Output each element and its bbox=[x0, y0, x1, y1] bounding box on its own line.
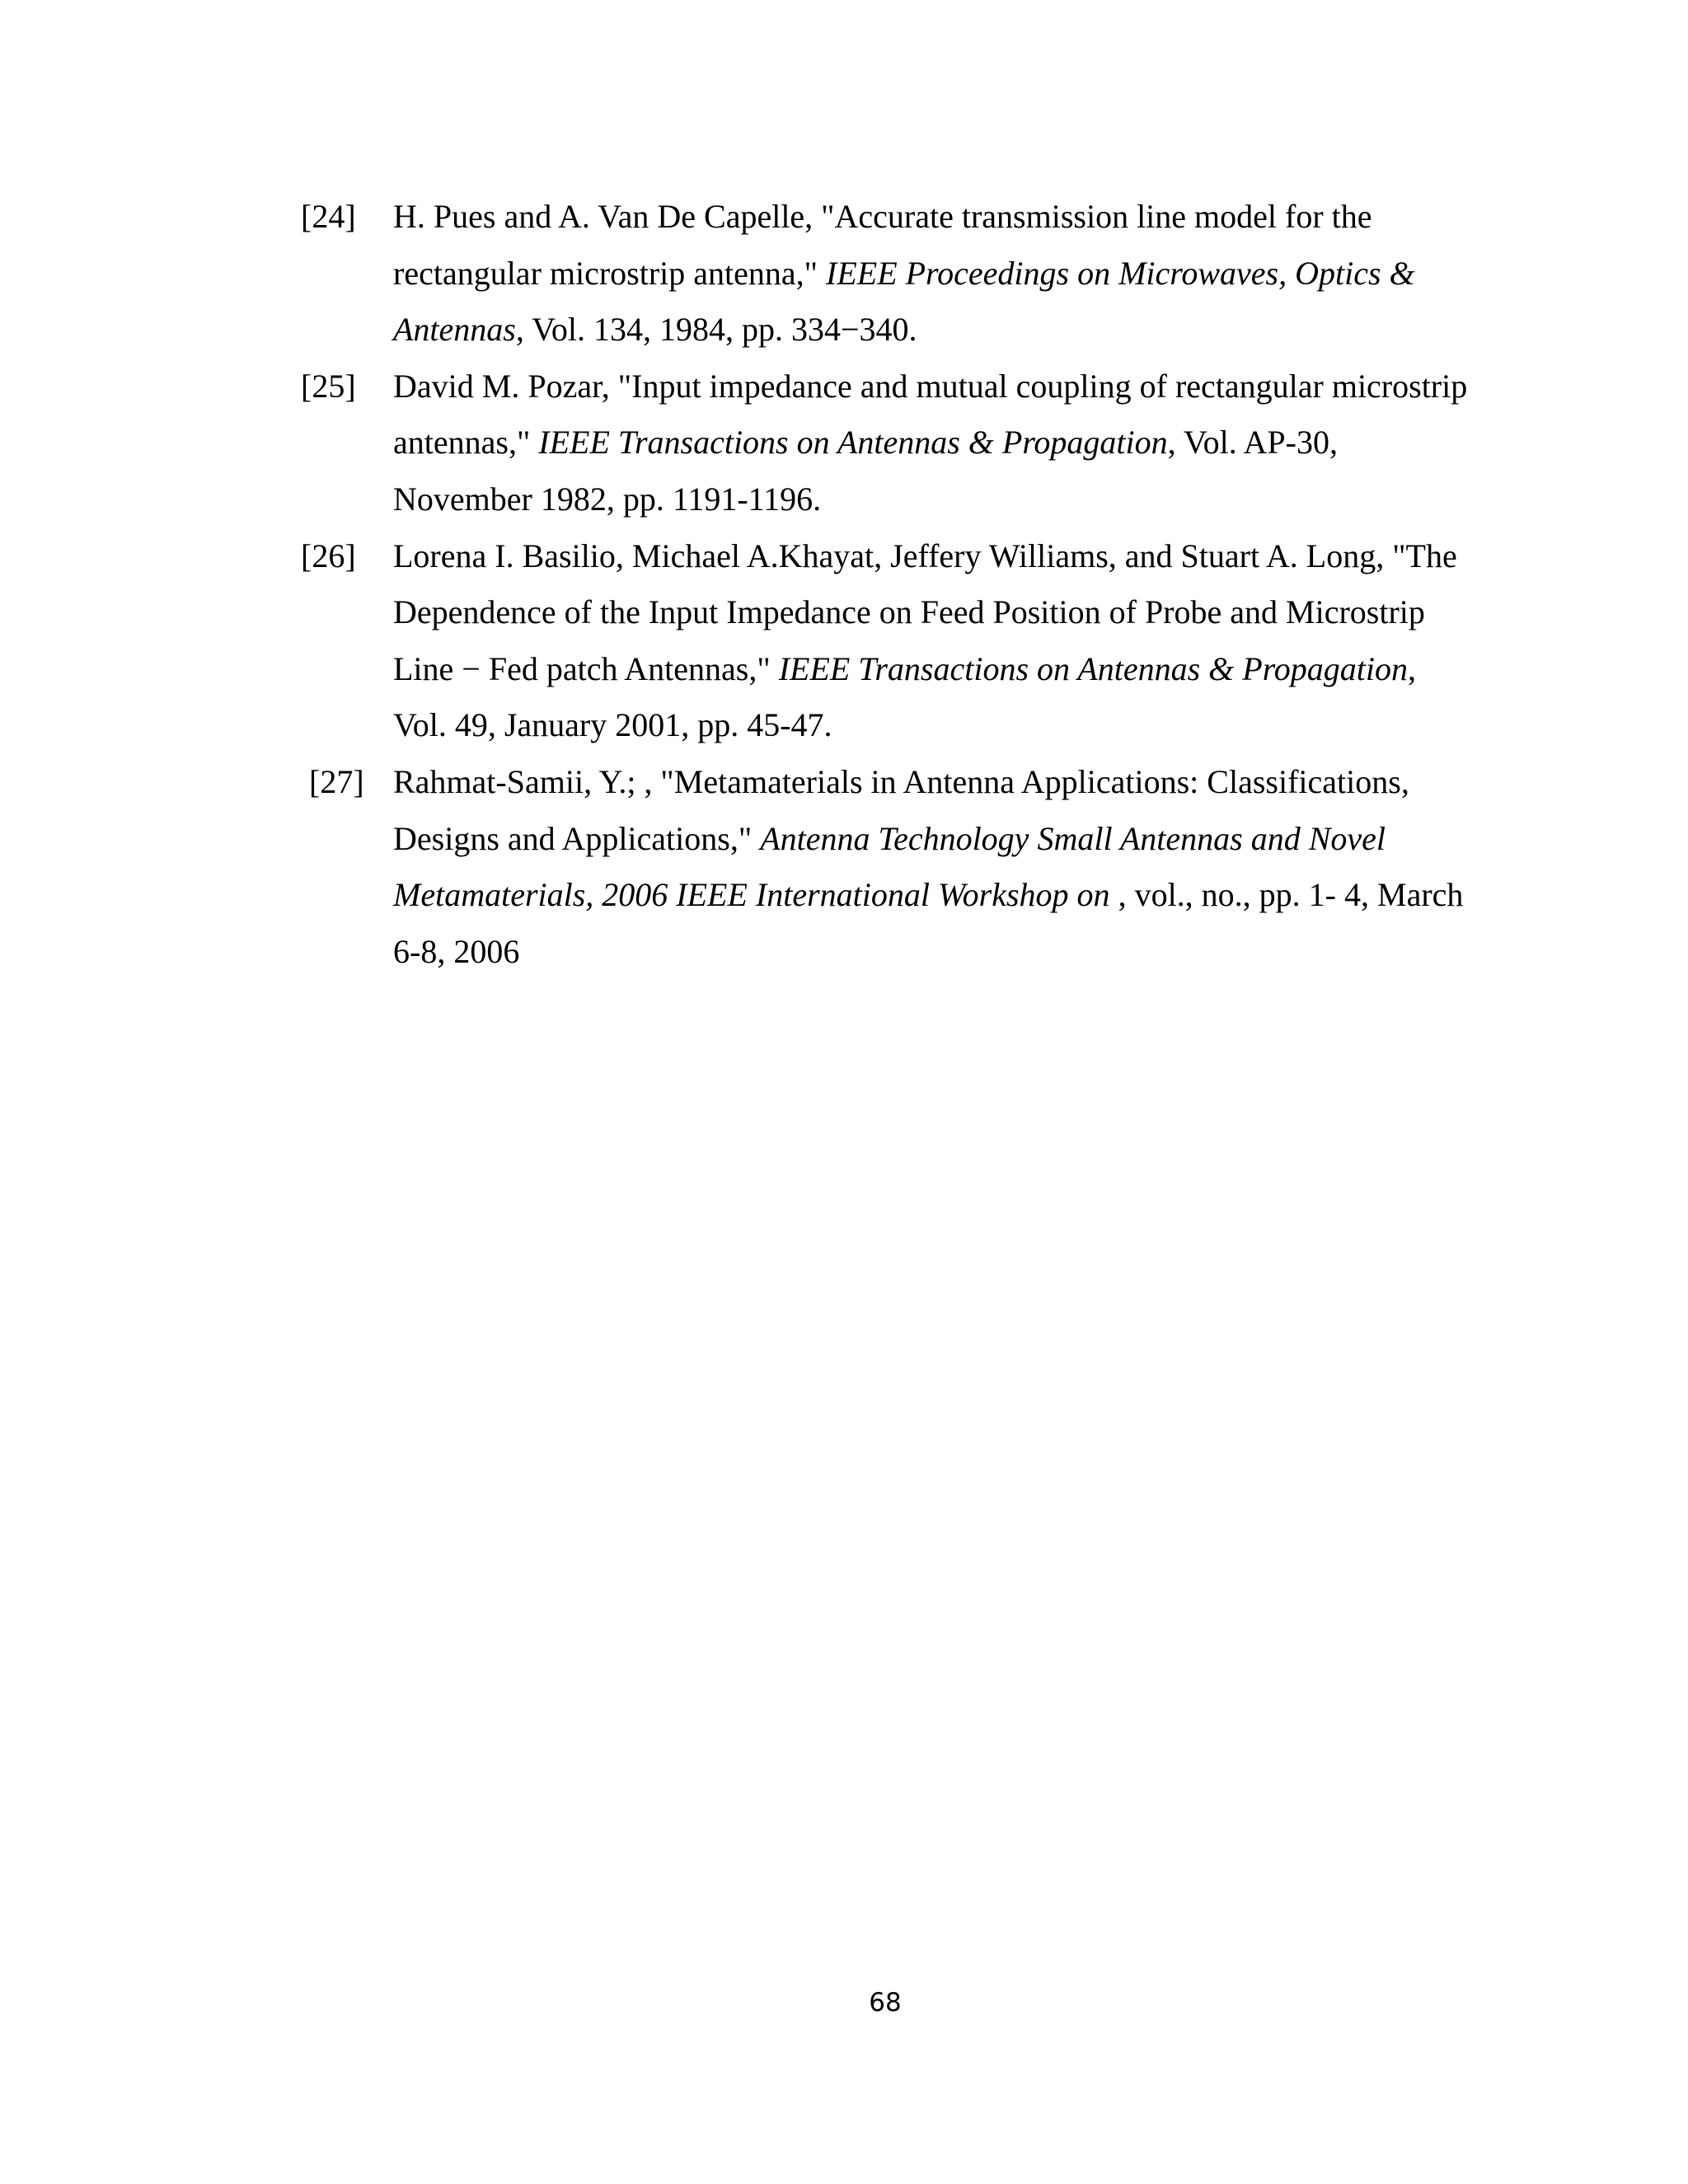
reference-text: David M. Pozar, "Input impedance and mutual coupling of rectangular microstrip bbox=[393, 367, 1468, 405]
reference-line bbox=[393, 697, 832, 754]
reference-number: [25] bbox=[301, 367, 356, 405]
reference-text: Dependence of the Input Impedance on Feed Position of Probe and Microstrip bbox=[393, 593, 1425, 631]
reference-text: , Vol. AP-30, bbox=[1167, 424, 1338, 462]
journal-title: Antennas bbox=[393, 311, 516, 349]
journal-title: IEEE Transactions on Antennas & Propagation bbox=[538, 424, 1168, 462]
journal-title: Antenna Technology Small Antennas and Novel bbox=[760, 819, 1386, 857]
reference-text: Line − Fed patch Antennas," bbox=[393, 649, 779, 687]
reference-text: 6-8, 2006 bbox=[393, 932, 520, 970]
reference-text: Vol. 49, January 2001, pp. 45-47. bbox=[393, 706, 832, 744]
reference-line bbox=[393, 528, 1457, 585]
reference-text: antennas," bbox=[393, 424, 539, 462]
reference-text: November 1982, pp. 1191-1196. bbox=[393, 480, 822, 518]
reference-number: [26] bbox=[301, 537, 356, 574]
reference-line bbox=[393, 471, 821, 528]
reference-text: , Vol. 134, 1984, pp. 334−340. bbox=[515, 311, 917, 349]
reference-number: [27] bbox=[309, 763, 364, 800]
journal-title: IEEE Transactions on Antennas & Propagation bbox=[778, 649, 1409, 687]
reference-line bbox=[393, 189, 1372, 246]
reference-number: [24] bbox=[301, 198, 356, 235]
reference-text: , bbox=[1408, 649, 1417, 687]
reference-text: , vol., no., pp. 1- 4, March bbox=[1109, 876, 1464, 914]
reference-line bbox=[393, 811, 1386, 868]
reference-line bbox=[393, 584, 1425, 641]
journal-title: IEEE Proceedings on Microwaves, Optics & bbox=[826, 254, 1415, 292]
reference-text: H. Pues and A. Van De Capelle, "Accurate transmission line model for the bbox=[393, 198, 1372, 235]
page-number: 68 bbox=[869, 1988, 902, 2018]
reference-line bbox=[393, 359, 1467, 415]
reference-line bbox=[393, 867, 1463, 924]
reference-line bbox=[393, 246, 1415, 302]
reference-line bbox=[393, 302, 917, 359]
reference-text: Lorena I. Basilio, Michael A.Khayat, Jeffery Williams, and Stuart A. Long, "The bbox=[393, 537, 1457, 574]
reference-line bbox=[393, 754, 1409, 811]
reference-text: rectangular microstrip antenna," bbox=[393, 254, 826, 292]
reference-text: Designs and Applications," bbox=[393, 819, 761, 857]
reference-line bbox=[393, 924, 519, 981]
reference-line bbox=[393, 415, 1338, 471]
reference-text: Rahmat-Samii, Y.; , "Metamaterials in Antenna Applications: Classifications, bbox=[393, 763, 1409, 800]
reference-line bbox=[393, 641, 1416, 698]
journal-title: Metamaterials, 2006 IEEE International Workshop on bbox=[393, 876, 1110, 914]
